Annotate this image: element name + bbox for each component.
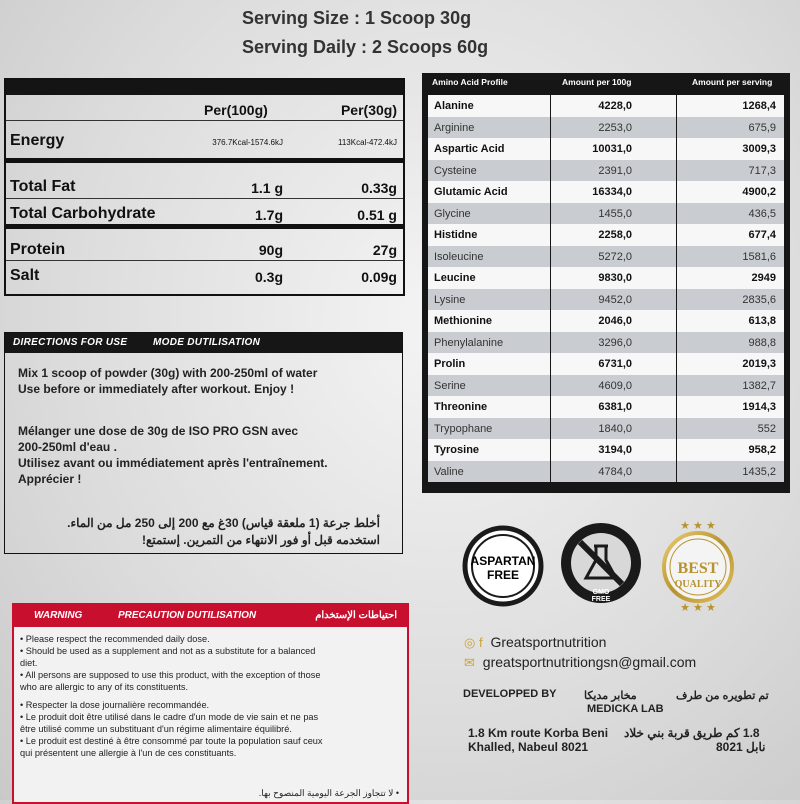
warning-ar-line: • لا تتجاوز الجرعة اليومية المنصوح بها. — [258, 788, 399, 798]
amino-row — [428, 138, 784, 160]
svg-text:ASPARTAN: ASPARTAN — [470, 554, 536, 568]
amino-row — [428, 95, 784, 117]
amino-per-serving: 1268,4 — [742, 100, 776, 112]
amino-per-100g: 2046,0 — [598, 315, 632, 327]
address-ar-2: نابل 8021 — [716, 740, 766, 754]
amino-row — [428, 117, 784, 139]
amino-name: Lysine — [434, 293, 466, 306]
amino-per-100g: 9452,0 — [598, 293, 632, 306]
nutrition-row-energy: Energy 376.7Kcal-1574.6kJ 113Kcal-472.4kJ — [6, 124, 403, 163]
warning-box — [12, 603, 409, 804]
amino-name: Valine — [434, 465, 464, 478]
nutrition-row-protein: Protein 90g 27g — [6, 236, 403, 261]
amino-per-serving: 1382,7 — [742, 379, 776, 392]
amino-per-100g: 4784,0 — [598, 465, 632, 478]
directions-header — [5, 333, 402, 353]
lab-name: MEDICKA LAB — [587, 703, 664, 715]
amino-per-100g: 1455,0 — [598, 207, 632, 220]
amino-row — [428, 160, 784, 182]
directions-title-en: DIRECTIONS FOR USE — [13, 337, 128, 348]
warning-body: • Please respect the recommended daily dose. • Should be used as a supplement and not as a substitute for a balanced diet. • All persons are supposed to use this product, with the exception of those who are allergic to any of its constituents. • Respecter la dose journalière recommandée. • Le produit doit être utilisé dans le cadre d'un mode de vie sain et ne pas être utilisé comme un substituant d'un régime alimentaire équilibré. • Le produit est destiné à être consommé par toute la population sauf ceux qui présentent une allergie à l'un de ces constituants. — [20, 634, 323, 758]
amino-name: Tyrosine — [434, 444, 480, 456]
warning-title-en: WARNING — [34, 610, 83, 621]
amino-per-serving: 1435,2 — [742, 465, 776, 478]
amino-per-100g: 4609,0 — [598, 379, 632, 392]
amino-per-serving: 1914,3 — [742, 401, 776, 413]
amino-row — [428, 224, 784, 246]
serving-size: Serving Size : 1 Scoop 30g — [242, 8, 472, 28]
amino-per-100g: 5272,0 — [598, 250, 632, 263]
aspartan-free-badge — [462, 525, 544, 607]
amino-name: Aspartic Acid — [434, 143, 505, 155]
amino-row — [428, 353, 784, 375]
amino-row — [428, 203, 784, 225]
amino-per-100g: 2391,0 — [598, 164, 632, 177]
amino-row — [428, 461, 784, 483]
amino-per-100g: 4228,0 — [598, 100, 632, 112]
warning-header — [14, 605, 407, 627]
address-en-2: Khalled, Nabeul 8021 — [468, 740, 589, 754]
amino-per-serving: 675,9 — [748, 121, 776, 134]
amino-row — [428, 181, 784, 203]
amino-name: Serine — [434, 379, 466, 392]
amino-per-100g: 6381,0 — [598, 401, 632, 413]
amino-row — [428, 332, 784, 354]
amino-row — [428, 267, 784, 289]
amino-name: Alanine — [434, 100, 474, 112]
nutrition-col2-header: Per(30g) — [340, 102, 397, 118]
directions-box — [4, 332, 403, 554]
amino-per-100g: 3296,0 — [598, 336, 632, 349]
amino-header-serving: Amount per serving — [692, 77, 773, 87]
amino-acid-table — [422, 73, 790, 493]
amino-per-serving: 988,8 — [748, 336, 776, 349]
nutrition-table — [4, 78, 405, 296]
amino-name: Isoleucine — [434, 250, 484, 263]
developed-by: DEVELOPPED BY — [463, 688, 557, 700]
amino-row — [428, 396, 784, 418]
svg-text:FREE: FREE — [591, 596, 611, 603]
amino-name: Glutamic Acid — [434, 186, 508, 198]
amino-per-100g: 3194,0 — [598, 444, 632, 456]
amino-per-serving: 436,5 — [748, 207, 776, 220]
amino-name: Threonine — [434, 401, 488, 413]
amino-header-100g: Amount per 100g — [562, 77, 632, 87]
star-icon: ★ ★ ★ — [680, 602, 716, 614]
amino-row — [428, 246, 784, 268]
amino-per-serving: 2835,6 — [742, 293, 776, 306]
instagram-facebook-icon: ◎ f — [464, 635, 483, 650]
amino-per-serving: 2019,3 — [742, 358, 776, 370]
directions-ar: أخلط جرعة (1 ملعقة قياس) 30غ مع 200 إلى 250 مل من الماء. استخدمه قبل أو فور الانتهاء من التمرين. إستمتع! — [67, 516, 380, 547]
nutrition-top-bar — [6, 80, 403, 95]
amino-per-serving: 958,2 — [748, 444, 776, 456]
amino-per-serving: 2949 — [751, 272, 776, 284]
amino-per-serving: 677,4 — [748, 229, 776, 241]
warning-title-fr: PRECAUTION DUTILISATION — [118, 610, 257, 621]
amino-name: Cysteine — [434, 164, 477, 177]
amino-row — [428, 310, 784, 332]
amino-row — [428, 418, 784, 440]
amino-header-name: Amino Acid Profile — [432, 77, 508, 87]
gmo-free-badge — [558, 520, 644, 606]
warning-title-ar: احتياطات الإستخدام — [315, 610, 397, 621]
email: ✉ greatsportnutritiongsn@gmail.com — [464, 654, 697, 670]
amino-per-serving: 1581,6 — [742, 250, 776, 263]
serving-info — [242, 4, 488, 62]
amino-per-100g: 2258,0 — [598, 229, 632, 241]
amino-per-serving: 3009,3 — [742, 143, 776, 155]
nutrition-row-carbohydrate: Total Carbohydrate 1.7g 0.51 g — [6, 202, 403, 229]
amino-row — [428, 439, 784, 461]
best-quality-badge — [650, 515, 746, 615]
nutrition-col1-header: Per(100g) — [204, 102, 268, 118]
amino-per-100g: 1840,0 — [598, 422, 632, 435]
nutrition-row-fat: Total Fat 1.1 g 0.33g — [6, 176, 403, 199]
mail-icon: ✉ — [464, 655, 475, 670]
amino-per-100g: 2253,0 — [598, 121, 632, 134]
amino-name: Leucine — [434, 272, 476, 284]
amino-per-100g: 16334,0 — [592, 186, 632, 198]
amino-name: Prolin — [434, 358, 466, 370]
amino-name: Glycine — [434, 207, 471, 220]
svg-text:QUALITY: QUALITY — [674, 579, 722, 590]
amino-per-serving: 613,8 — [748, 315, 776, 327]
directions-en: Mix 1 scoop of powder (30g) with 200-250ml of water Use before or immediately after workout. Enjoy ! — [18, 366, 318, 396]
amino-row — [428, 375, 784, 397]
star-icon: ★ ★ ★ — [680, 520, 716, 532]
amino-per-serving: 4900,2 — [742, 186, 776, 198]
address-en-1: 1.8 Km route Korba Beni — [468, 726, 609, 740]
developed-lab-ar: مخابر مديكا — [584, 690, 637, 702]
amino-per-100g: 9830,0 — [598, 272, 632, 284]
directions-fr: Mélanger une dose de 30g de ISO PRO GSN avec 200-250ml d'eau . Utilisez avant ou immédiatement après l'entraînement. Apprécier ! — [18, 424, 328, 486]
amino-per-100g: 6731,0 — [598, 358, 632, 370]
amino-per-serving: 717,3 — [748, 164, 776, 177]
developed-by-ar: تم تطويره من طرف — [676, 690, 769, 702]
directions-title-fr: MODE DUTILISATION — [153, 337, 261, 348]
serving-daily: Serving Daily : 2 Scoops 60g — [242, 37, 489, 57]
svg-text:GMO: GMO — [592, 589, 610, 596]
amino-row — [428, 289, 784, 311]
amino-name: Histidne — [434, 229, 478, 241]
amino-name: Trypophane — [434, 422, 493, 435]
amino-per-100g: 10031,0 — [592, 143, 632, 155]
nutrition-row-salt: Salt 0.3g 0.09g — [10, 267, 397, 285]
svg-text:FREE: FREE — [486, 568, 520, 582]
svg-text:BEST: BEST — [677, 560, 719, 577]
amino-name: Methionine — [434, 315, 493, 327]
social-handle: ◎ f Greatsportnutrition — [464, 634, 607, 650]
amino-per-serving: 552 — [757, 422, 776, 435]
amino-name: Phenylalanine — [434, 336, 504, 349]
amino-name: Arginine — [434, 121, 475, 134]
address-ar-1: 1.8 كم طريق قربة بني خلاد — [624, 726, 760, 740]
